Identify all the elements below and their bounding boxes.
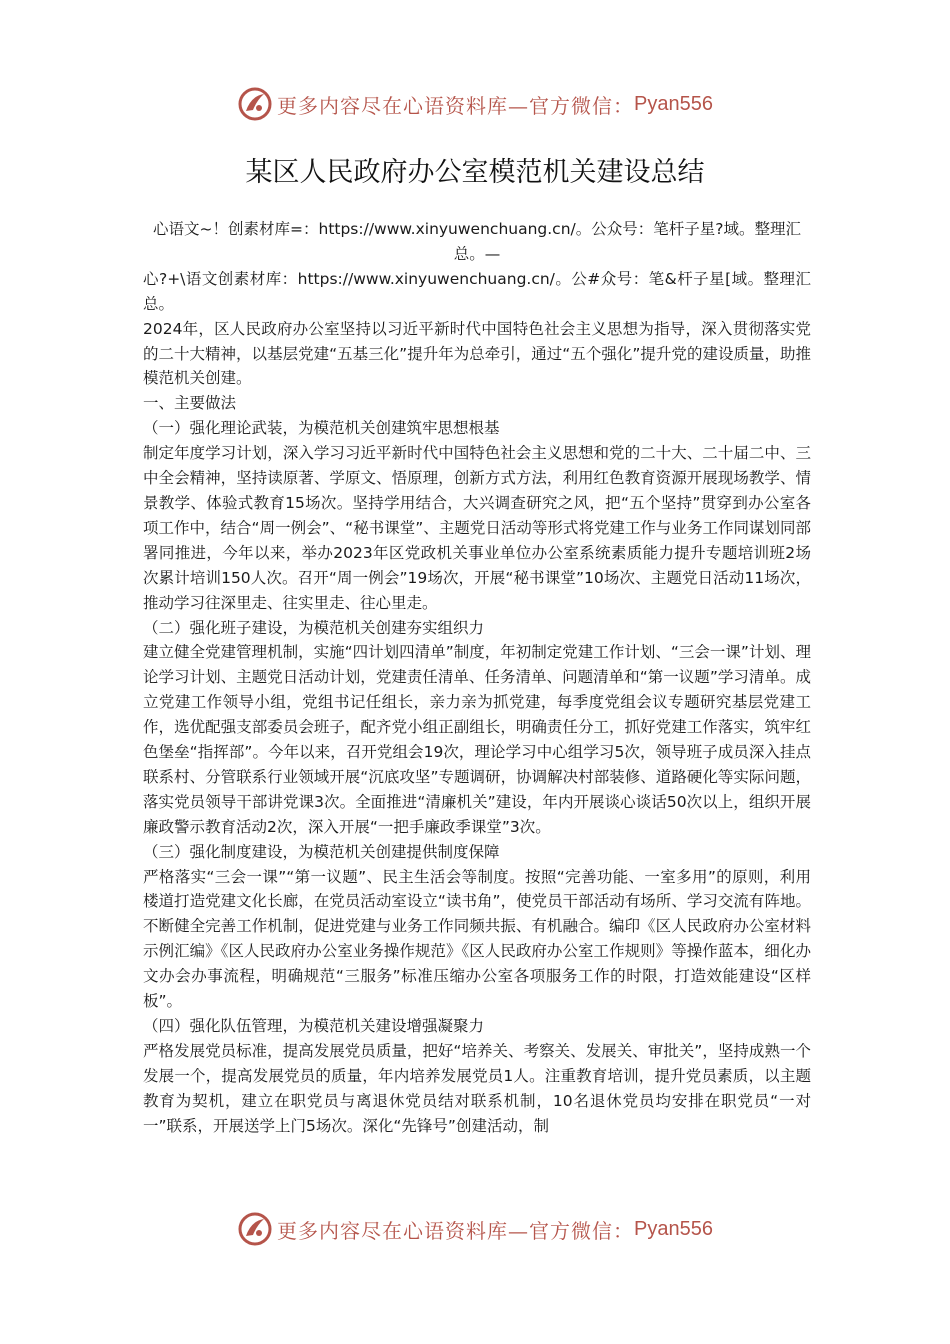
banner-wechat-id: Pyan556 bbox=[634, 92, 713, 115]
meta-line: 心?+\语文创素材库：https://www.xinyuwenchuang.cn/。公#众号：笔&杆子星[域。整理汇总。 bbox=[143, 269, 811, 313]
intro-paragraph: 2024年，区人民政府办公室坚持以习近平新时代中国特色社会主义思想为指导，深入贯彻落实党的二十大精神，以基层党建“五基三化”提升年为总牵引，通过“五个强化”提升党的建设质量，助推模范机关创建。 bbox=[143, 319, 811, 388]
brush-logo-icon bbox=[237, 86, 273, 122]
meta-line: 心语文~！创素材库=：https://www.xinyuwenchuang.cn/。公众号：笔杆子星?域。整理汇总。— bbox=[153, 220, 801, 263]
banner-wechat-id: Pyan556 bbox=[634, 1217, 713, 1240]
brush-logo-icon bbox=[237, 1211, 273, 1247]
footer-watermark-banner bbox=[0, 1209, 950, 1249]
banner-text: 更多内容尽在心语资料库—官方微信： bbox=[277, 1218, 635, 1243]
section-heading: 一、主要做法 bbox=[143, 394, 237, 413]
banner-text: 更多内容尽在心语资料库—官方微信： bbox=[277, 93, 635, 118]
document-body bbox=[143, 217, 811, 1139]
header-watermark-banner bbox=[0, 84, 950, 124]
subsection-paragraph: 制定年度学习计划，深入学习习近平新时代中国特色社会主义思想和党的二十大、二十届二中、三中全会精神，坚持读原著、学原文、悟原理，创新方式方法，利用红色教育资源开展现场教学、情景教学、体验式教育15场次。坚持学用结合，大兴调查研究之风，把“五个坚持”贯穿到办公室各项工作中，结合“周一例会”、“秘书课堂”、主题党日活动等形式将党建工作与业务工作同谋划同部署同推进，今年以来，举办2023年区党政机关事业单位办公室系统素质能力提升专题培训班2场次累计培训150人次。召开“周一例会”19场次，开展“秘书课堂”10场次、主题党日活动11场次，推动学习往深里走、往实里走、往心里走。 bbox=[143, 444, 811, 612]
subsection-paragraph: 建立健全党建管理机制，实施“四计划四清单”制度，年初制定党建工作计划、“三会一课”计划、理论学习计划、主题党日活动计划，党建责任清单、任务清单、问题清单和“第一议题”学习清单。成立党建工作领导小组，党组书记任组长，亲力亲为抓党建，每季度党组会议专题研究基层党建工作，选优配强支部委员会班子，配齐党小组正副组长，明确责任分工，抓好党建工作落实，筑牢红色堡垒“指挥部”。今年以来，召开党组会19次，理论学习中心组学习5次，领导班子成员深入挂点联系村、分管联系行业领域开展“沉底攻坚”专题调研，协调解决村部装修、道路硬化等实际问题，落实党员领导干部讲党课3次。全面推进“清廉机关”建设，年内开展谈心谈话50次以上，组织开展廉政警示教育活动2次，深入开展“一把手廉政季课堂”3次。 bbox=[143, 643, 811, 836]
subsection-heading: （一）强化理论武装，为模范机关创建筑牢思想根基 bbox=[143, 419, 500, 438]
document-title: 某区人民政府办公室模范机关建设总结 bbox=[245, 157, 705, 188]
subsection-heading: （二）强化班子建设，为模范机关创建夯实组织力 bbox=[143, 618, 485, 637]
subsection-paragraph: 严格发展党员标准，提高发展党员质量，把好“培养关、考察关、发展关、审批关”，坚持成熟一个发展一个，提高发展党员的质量，年内培养发展党员1人。注重教育培训，提升党员素质，以主题教育为契机，建立在职党员与离退休党员结对联系机制，10名退休党员均安排在职党员“一对一”联系，开展送学上门5场次。深化“先锋号”创建活动，制 bbox=[143, 1041, 811, 1135]
subsection-heading: （四）强化队伍管理，为模范机关建设增强凝聚力 bbox=[143, 1017, 485, 1035]
subsection-paragraph: 严格落实“三会一课”“第一议题”、民主生活会等制度。按照“完善功能、一室多用”的原则，利用楼道打造党建文化长廊，在党员活动室设立“读书角”，使党员干部活动有场所、学习交流有阵地。不断健全完善工作机制，促进党建与业务工作同频共振、有机融合。编印《区人民政府办公室材料示例汇编》《区人民政府办公室业务操作规范》《区人民政府办公室工作规则》等操作蓝本，细化办文办会办事流程，明确规范“三服务”标准压缩办公室各项服务工作的时限，打造效能建设“区样板”。 bbox=[143, 867, 811, 1011]
subsection-heading: （三）强化制度建设，为模范机关创建提供制度保障 bbox=[143, 842, 500, 861]
